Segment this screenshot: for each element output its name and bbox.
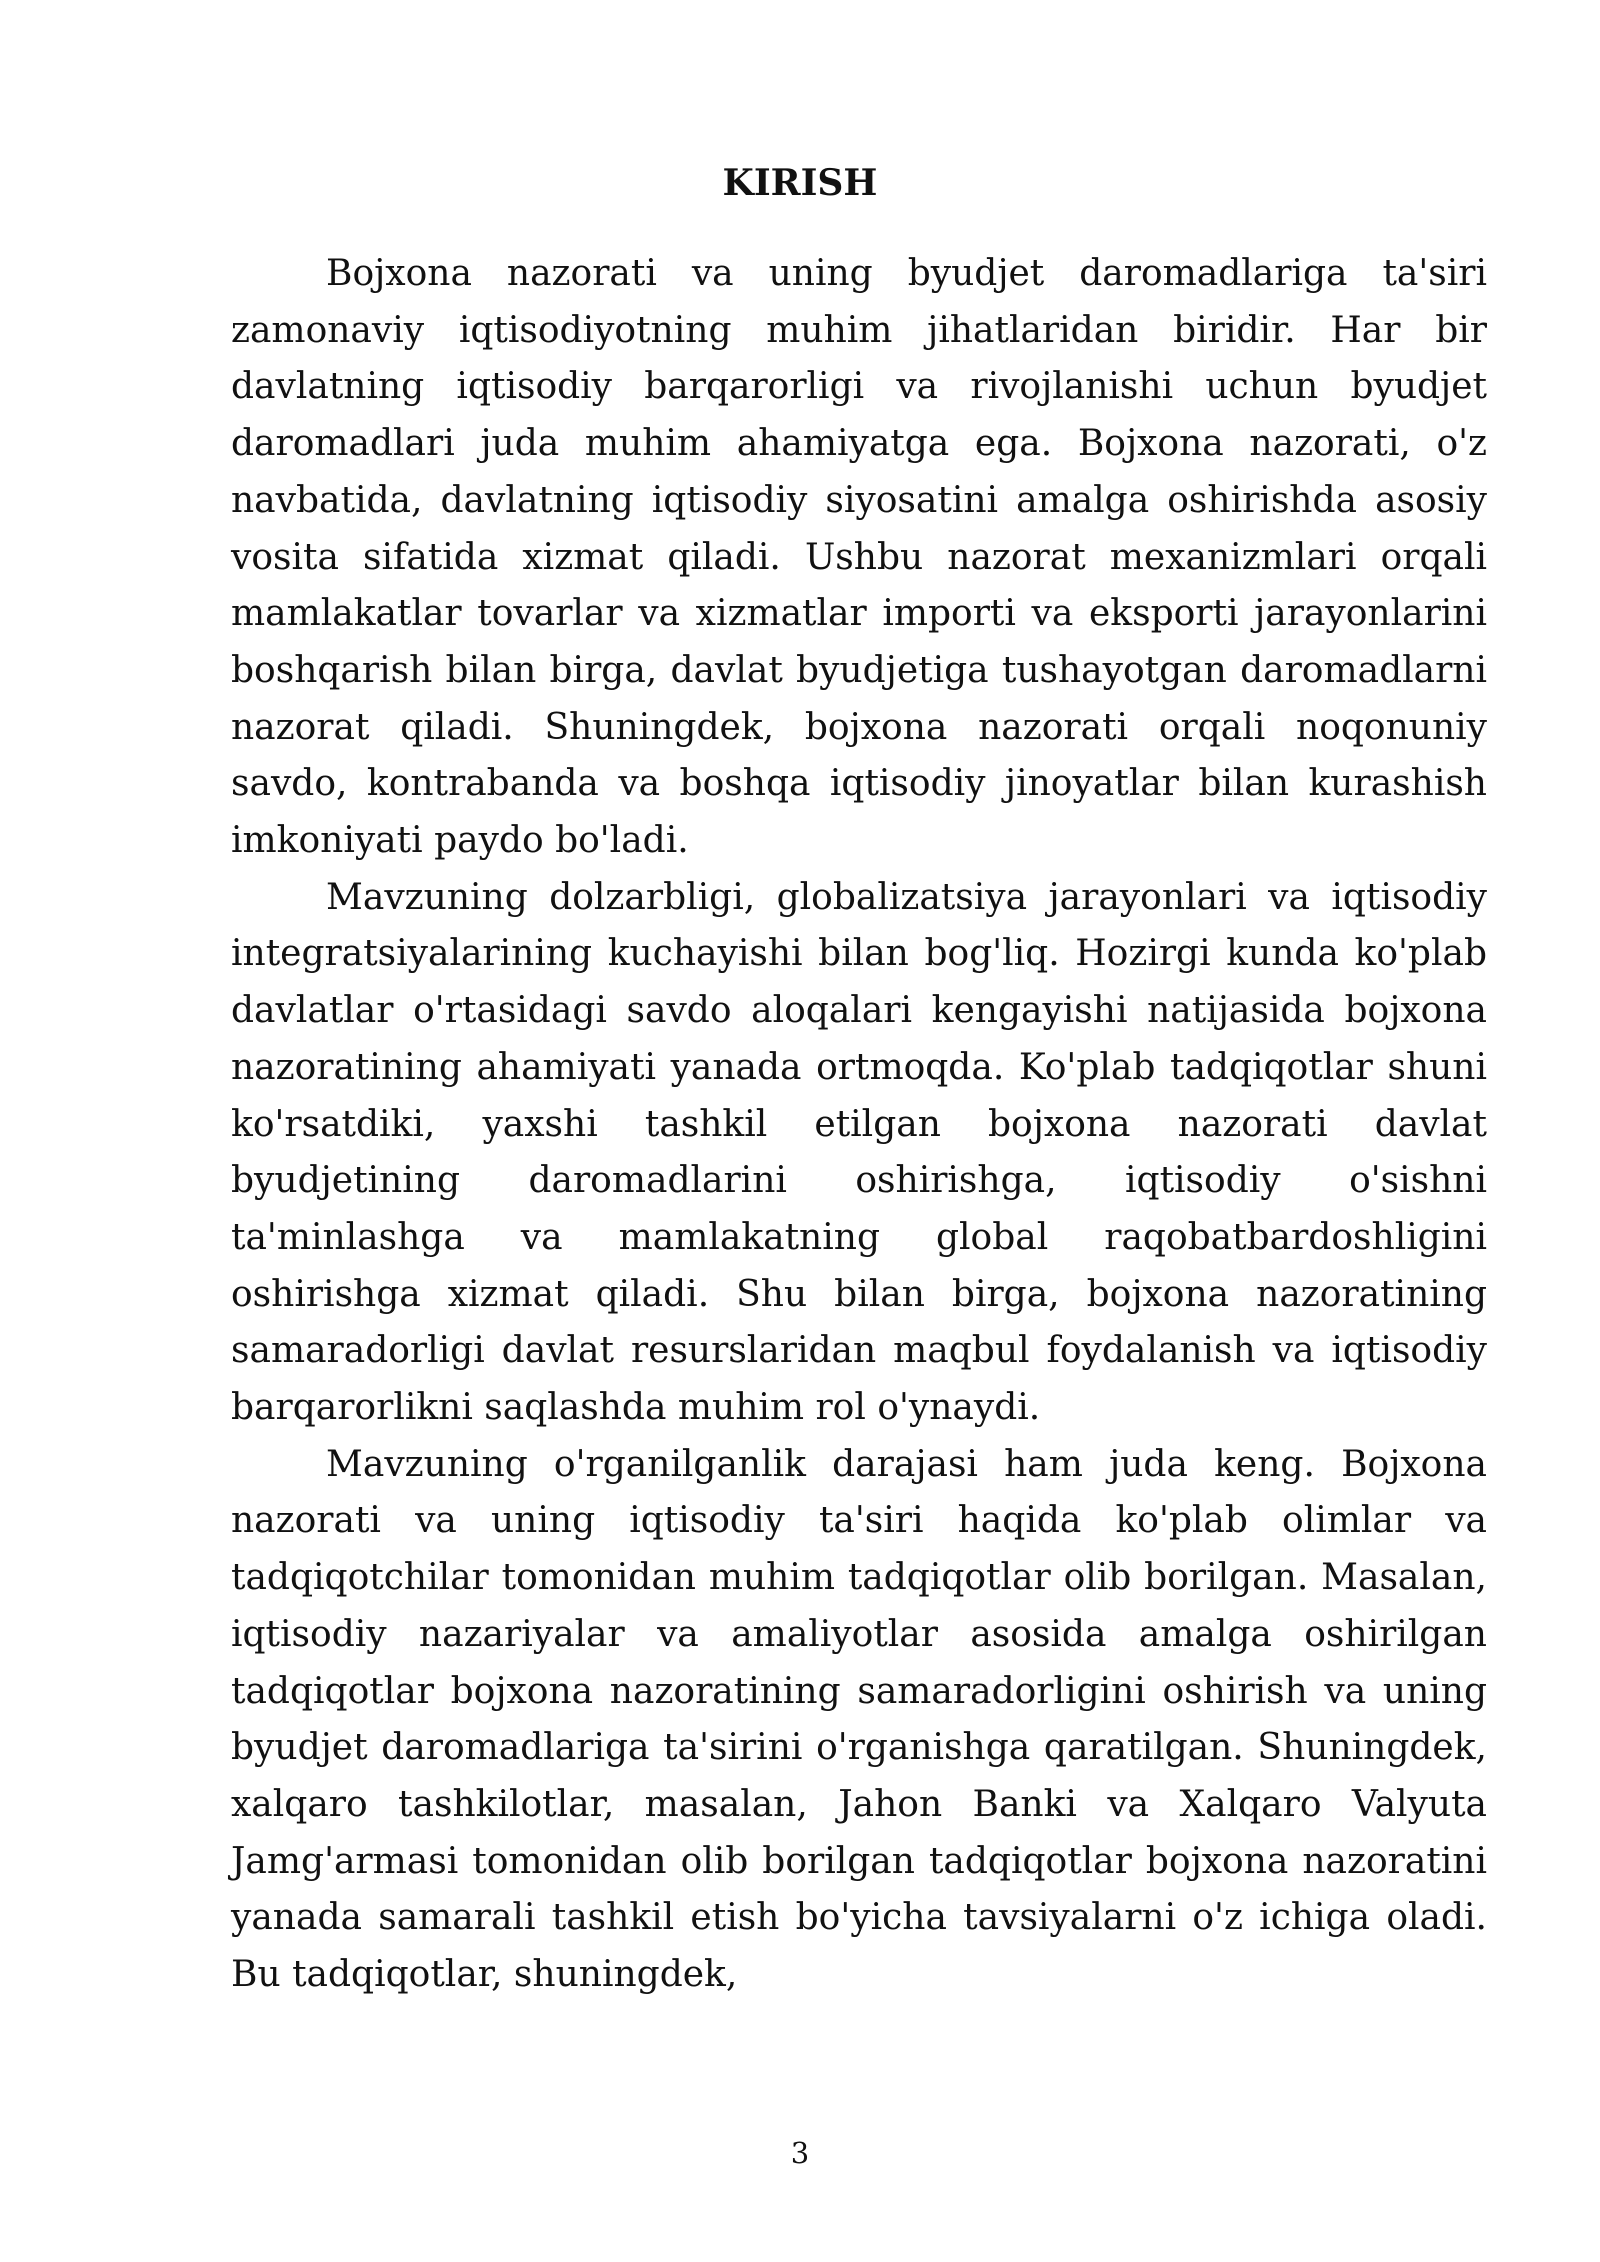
paragraph-relevance: Mavzuning dolzarbligi, globalizatsiya jarayonlari va iqtisodiy integratsiyalarining kuchayishi bilan bog'liq. Hozirgi kunda ko'plab davlatlar o'rtasidagi savdo aloqalari kengayishi natijasida bojxona nazoratining ahamiyati yanada ortmoqda. Ko'plab tadqiqotlar shuni ko'rsatdiki, yaxshi tashkil etilgan bojxona nazorati davlat byudjetining daromadlarini oshirishga, iqtisodiy o'sishni ta'minlashga va mamlakatning global raqobatbardoshligini oshirishga xizmat qiladi. Shu bilan birga, bojxona nazoratining samaradorligi davlat resurslaridan maqbul foydalanish va iqtisodiy barqarorlikni saqlashda muhim rol o'ynaydi. [231, 876, 1487, 1429]
body-text [231, 246, 1487, 2004]
page-number: 3 [790, 2136, 810, 2170]
paragraph-intro: Bojxona nazorati va uning byudjet daromadlariga ta'siri zamonaviy iqtisodiyotning muhim jihatlaridan biridir. Har bir davlatning iqtisodiy barqarorligi va rivojlanishi uchun byudjet daromadlari juda muhim ahamiyatga ega. Bojxona nazorati, o'z navbatida, davlatning iqtisodiy siyosatini amalga oshirishda asosiy vosita sifatida xizmat qiladi. Ushbu nazorat mexanizmlari orqali mamlakatlar tovarlar va xizmatlar importi va eksporti jarayonlarini boshqarish bilan birga, davlat byudjetiga tushayotgan daromadlarni nazorat qiladi. Shuningdek, bojxona nazorati orqali noqonuniy savdo, kontrabanda va boshqa iqtisodiy jinoyatlar bilan kurashish imkoniyati paydo bo'ladi. [231, 253, 1487, 862]
paragraph-study-level: Mavzuning o'rganilganlik darajasi ham juda keng. Bojxona nazorati va uning iqtisodiy ta'siri haqida ko'plab olimlar va tadqiqotchilar tomonidan muhim tadqiqotlar olib borilgan. Masalan, iqtisodiy nazariyalar va amaliyotlar asosida amalga oshirilgan tadqiqotlar bojxona nazoratining samaradorligini oshirish va uning byudjet daromadlariga ta'sirini o'rganishga qaratilgan. Shuningdek, xalqaro tashkilotlar, masalan, Jahon Banki va Xalqaro Valyuta Jamg'armasi tomonidan olib borilgan tadqiqotlar bojxona nazoratini yanada samarali tashkil etish bo'yicha tavsiyalarni o'z ichiga oladi. Bu tadqiqotlar, shuningdek, [231, 1443, 1487, 1996]
page-title: KIRISH [722, 162, 878, 204]
